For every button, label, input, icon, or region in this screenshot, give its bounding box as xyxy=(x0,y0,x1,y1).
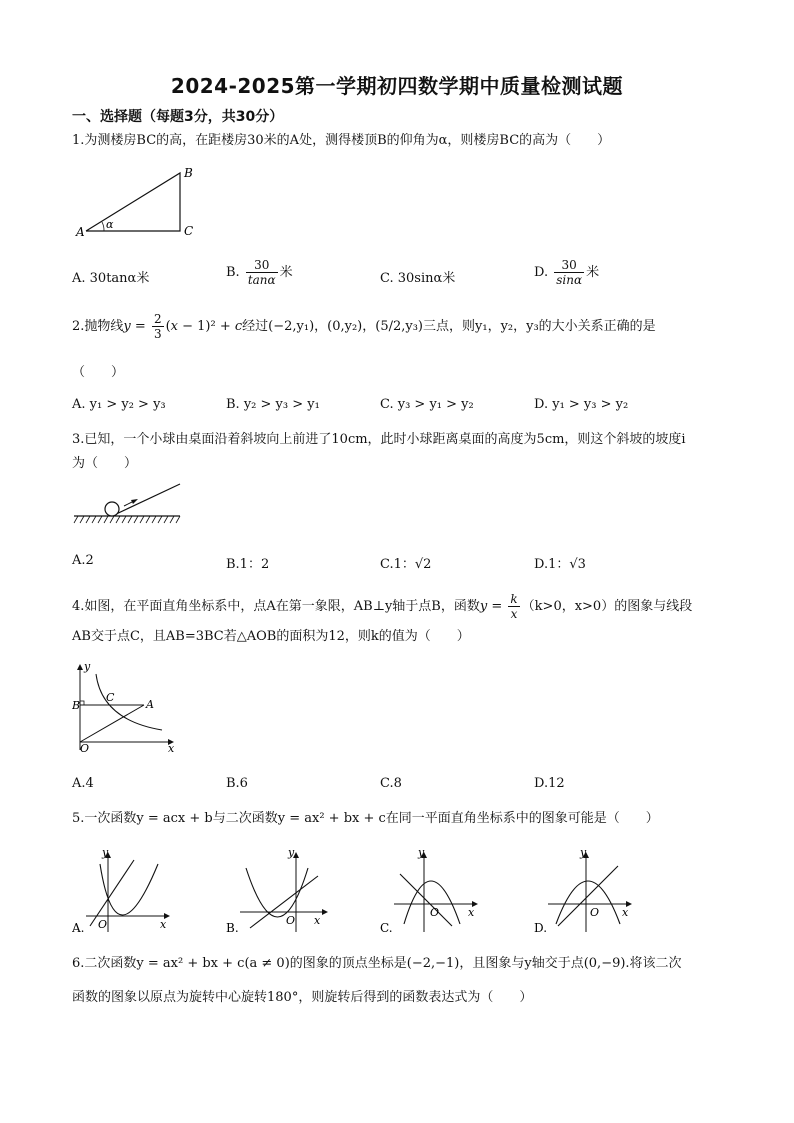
svg-text:y: y xyxy=(580,848,587,859)
svg-text:x: x xyxy=(160,918,167,931)
q3-slope-figure xyxy=(72,478,184,528)
q4-option-c[interactable]: C.8 xyxy=(380,776,402,791)
q4-coordinate-figure xyxy=(72,660,182,756)
question-2-stem: 2.抛物线y = $\frac{2}{3}$ (x − 1)² + c经过(−2,y₁)，(0,y₂)，(5/2,y₃)三点，则y₁，y₂，y₃的大小关系正确的是 xyxy=(72,312,656,341)
q1-option-b[interactable]: B. $\frac{30}{\tan\alpha}$ 米 xyxy=(226,258,293,287)
q1-option-c[interactable]: C. 30sinα米 xyxy=(380,271,456,286)
label-C: C xyxy=(106,691,115,704)
q4-option-b[interactable]: B.6 xyxy=(226,776,248,791)
question-4-stem-line2: AB交于点C，且AB=3BC若△AOB的面积为12，则k的值为（ ） xyxy=(72,629,470,644)
question-6-stem-line1: 6.二次函数y = ax² + bx + c(a ≠ 0)的图象的顶点坐标是(−2,−1)，且图象与y轴交于点(0,−9).将该二次 xyxy=(72,956,682,971)
q5-label-b: B. xyxy=(226,921,239,934)
label-A: A xyxy=(146,698,154,711)
label-y: y xyxy=(84,660,91,673)
q2-option-b[interactable]: B. y₂ > y₃ > y₁ xyxy=(226,397,320,412)
q2-option-d[interactable]: D. y₁ > y₃ > y₂ xyxy=(534,397,629,412)
svg-text:x: x xyxy=(314,914,321,927)
svg-text:O: O xyxy=(286,914,296,927)
q4-option-d[interactable]: D.12 xyxy=(534,776,565,791)
label-alpha: α xyxy=(106,218,114,231)
q5-label-a: A. xyxy=(72,921,85,934)
q1-triangle-figure xyxy=(70,165,210,243)
label-B: B xyxy=(72,699,81,712)
q1-option-d[interactable]: D. $\frac{30}{\sin\alpha}$ 米 xyxy=(534,258,600,287)
q4-option-a[interactable]: A.4 xyxy=(72,776,94,791)
q5-label-d: D. xyxy=(534,921,548,934)
q5-graph-c[interactable] xyxy=(380,848,480,934)
q5-graph-a[interactable] xyxy=(72,848,172,934)
label-x: x xyxy=(168,742,175,755)
label-C: C xyxy=(184,224,194,238)
svg-text:y: y xyxy=(102,848,109,859)
question-4-stem-line1: 4.如图，在平面直角坐标系中，点A在第一象限，AB⊥y轴于点B，函数y = $\frac{k}{x}$ （k>0，x>0）的图象与线段 xyxy=(72,592,693,621)
label-O: O xyxy=(80,742,90,755)
section-heading: 一、选择题（每题3分，共30分） xyxy=(72,109,284,125)
question-2-blank: （ ） xyxy=(72,365,125,380)
svg-text:O: O xyxy=(98,918,108,931)
question-5-stem: 5.一次函数y = acx + b与二次函数y = ax² + bx + c在同一平面直角坐标系中的图象可能是（ ） xyxy=(72,811,659,826)
svg-text:x: x xyxy=(468,906,475,919)
question-3-stem-line2: 为（ ） xyxy=(72,456,138,471)
q5-graph-d[interactable] xyxy=(534,848,634,934)
q5-label-c: C. xyxy=(380,921,393,934)
page-title: 2024-2025第一学期初四数学期中质量检测试题 xyxy=(170,74,624,98)
svg-text:y: y xyxy=(418,848,425,859)
q3-option-b[interactable]: B.1：2 xyxy=(226,557,270,572)
svg-text:O: O xyxy=(430,906,440,919)
q3-option-d[interactable]: D.1：√3 xyxy=(534,557,586,572)
question-6-stem-line2: 函数的图象以原点为旋转中心旋转180°，则旋转后得到的函数表达式为（ ） xyxy=(72,990,533,1005)
question-1-stem: 1.为测楼房BC的高，在距楼房30米的A处，测得楼顶B的仰角为α，则楼房BC的高为（ ） xyxy=(72,133,611,148)
q5-graph-b[interactable] xyxy=(226,848,330,934)
q3-option-a[interactable]: A.2 xyxy=(72,553,94,568)
svg-text:y: y xyxy=(288,848,295,859)
q2-option-c[interactable]: C. y₃ > y₁ > y₂ xyxy=(380,397,474,412)
svg-text:x: x xyxy=(622,906,629,919)
q2-option-a[interactable]: A. y₁ > y₂ > y₃ xyxy=(72,397,166,412)
q1-option-a[interactable]: A. 30tanα米 xyxy=(72,271,150,286)
label-A: A xyxy=(76,225,85,239)
label-B: B xyxy=(184,166,193,180)
q3-option-c[interactable]: C.1：√2 xyxy=(380,557,432,572)
svg-text:O: O xyxy=(590,906,600,919)
question-3-stem-line1: 3.已知，一个小球由桌面沿着斜坡向上前进了10cm，此时小球距离桌面的高度为5cm，则这个斜坡的坡度i xyxy=(72,432,686,447)
